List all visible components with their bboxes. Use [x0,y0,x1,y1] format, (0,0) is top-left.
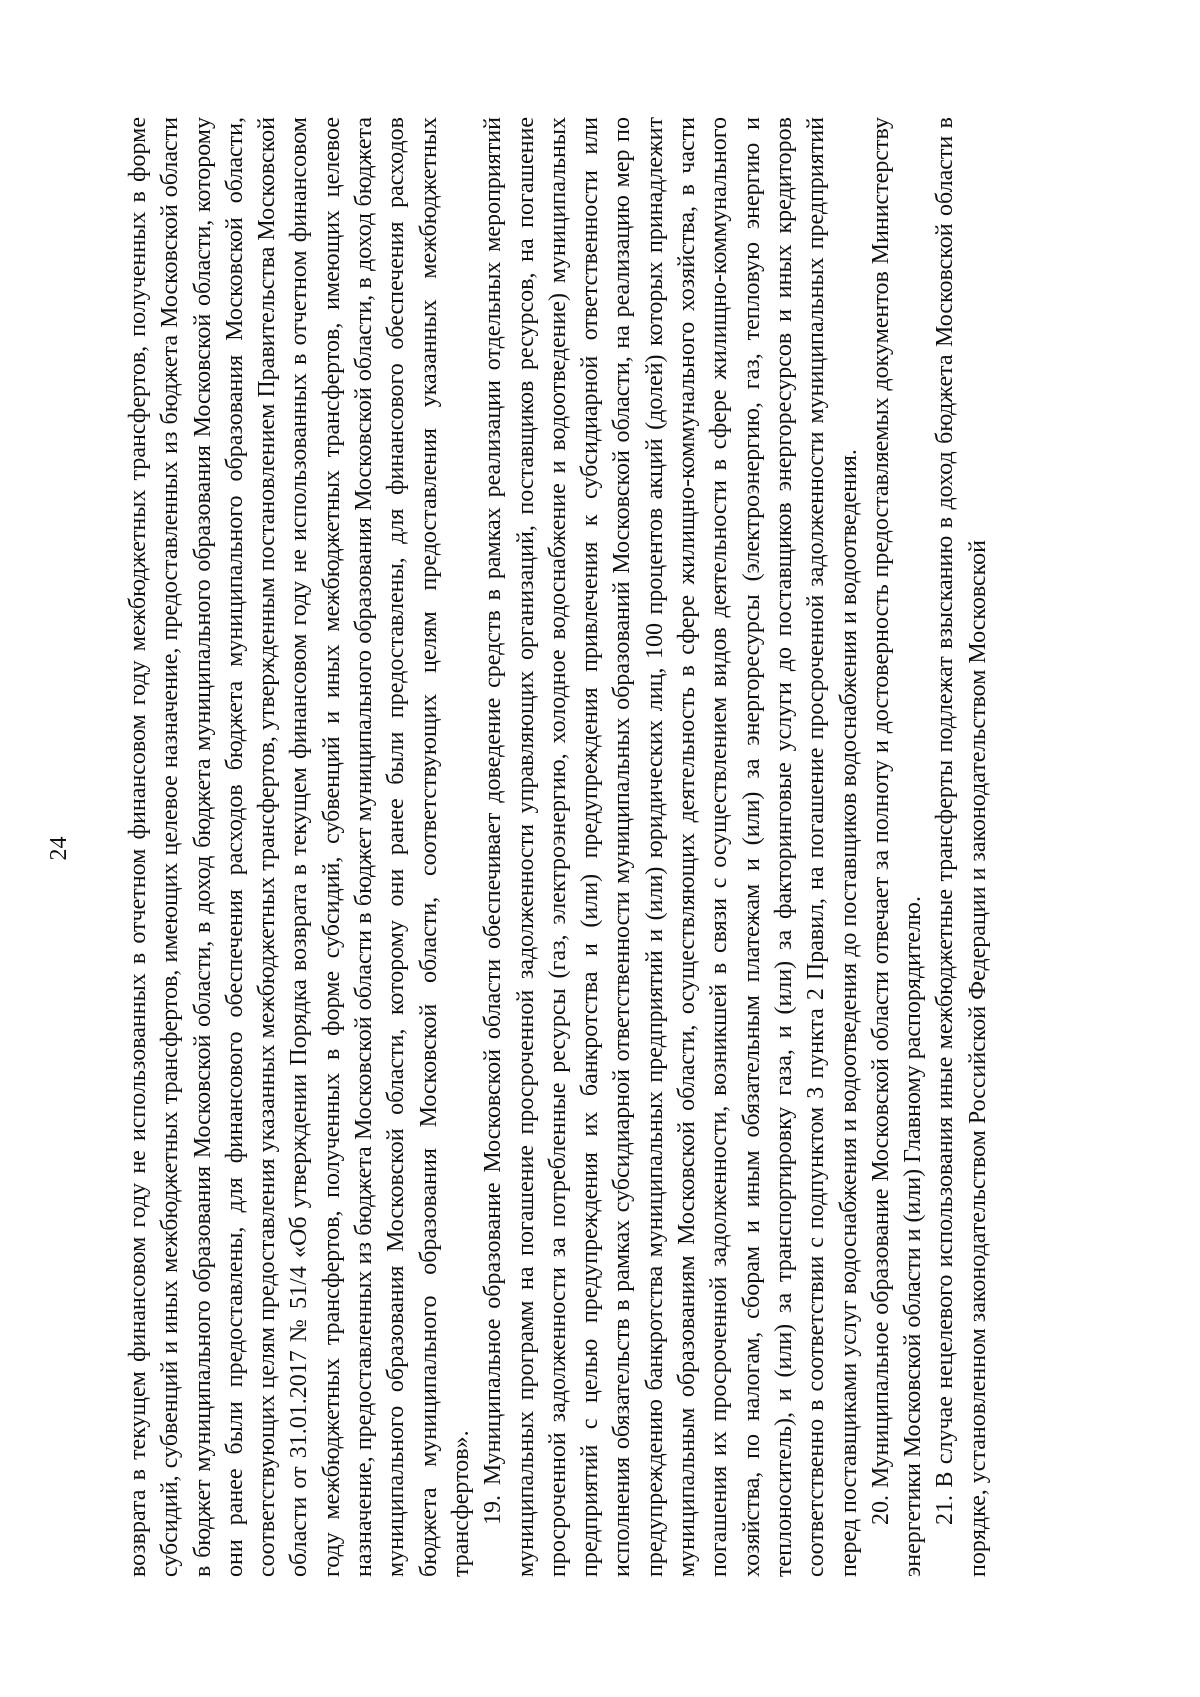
document-body [122,117,994,1577]
paragraph-continuation: возврата в текущем финансовом году не использованных в отчетном финансовом году межбюджетных трансфертов, полученных в форме субсидий, субвенций и иных межбюджетных трансфертов, имеющих целевое назначение, предоставленных из бюджета Московской области в бюджет муниципального образования Московской области, в доход бюджета муниципального образования Московской области, которому они ранее были предоставлены, для финансового обеспечения расходов бюджета муниципального образования Московской области, соответствующих целям предоставления указанных межбюджетных трансфертов, утвержденным постановлением Правительства Московской области от 31.01.2017 № 51/4 «Об утверждении Порядка возврата в текущем финансовом году не использованных в отчетном финансовом году межбюджетных трансфертов, полученных в форме субсидий, субвенций и иных межбюджетных трансфертов, имеющих целевое назначение, предоставленных из бюджета Московской области в бюджет муниципального образования Московской области, в доход бюджета муниципального образования Московской области, которому они ранее были предоставлены, для финансового обеспечения расходов бюджета муниципального образования Московской области, соответствующих целям предоставления указанных межбюджетных трансфертов». [125,117,474,1577]
paragraph-19: 19. Муниципальное образование Московской области обеспечивает доведение средств в рамках реализации отдельных мероприятий муниципальных программ на погашение просроченной задолженности управляющих организаций, поставщиков ресурсов, на погашение просроченной задолженности за потребленные ресурсы (газ, электроэнергию, холодное водоснабжение и водоотведение) муниципальных предприятий с целью предупреждения их банкротства и (или) предупреждения привлечения к субсидиарной ответственности или исполнения обязательств в рамках субсидиарной ответственности муниципальных образований Московской области, на реализацию мер по предупреждению банкротства муниципальных предприятий и (или) юридических лиц, 100 процентов акций (долей) которых принадлежит муниципальным образованиям Московской области, осуществляющих деятельность в сфере жилищно-коммунального хозяйства, в части погашения их просроченной задолженности, возникшей в связи с осуществлением видов деятельности в сфере жилищно-коммунального хозяйства, по налогам, сборам и иным обязательным платежам и (или) за энергоресурсы (электроэнергию, газ, тепловую энергию и теплоноситель), и (или) за транспортировку газа, и (или) за факторинговые услуги до поставщиков энергоресурсов и иных кредиторов соответственно в соответствии с подпунктом 3 пункта 2 Правил, на погашение просроченной задолженности муниципальных предприятий перед поставщиками услуг водоснабжения и водоотведения до поставщиков водоснабжения и водоотведения. [480,117,862,1577]
paragraph-20: 20. Муниципальное образование Московской области отвечает за полноту и достоверность предоставляемых документов Министерству энергетики Московской области и (или) Главному распорядителю. [867,117,927,1577]
paragraph-21: 21. В случае нецелевого использования иные межбюджетные трансферты подлежат взысканию в доход бюджета Московской области в порядке, установленном законодательством Российской Федерации и законодательством Московской [932,117,991,1577]
page-number: 24 [46,836,72,861]
